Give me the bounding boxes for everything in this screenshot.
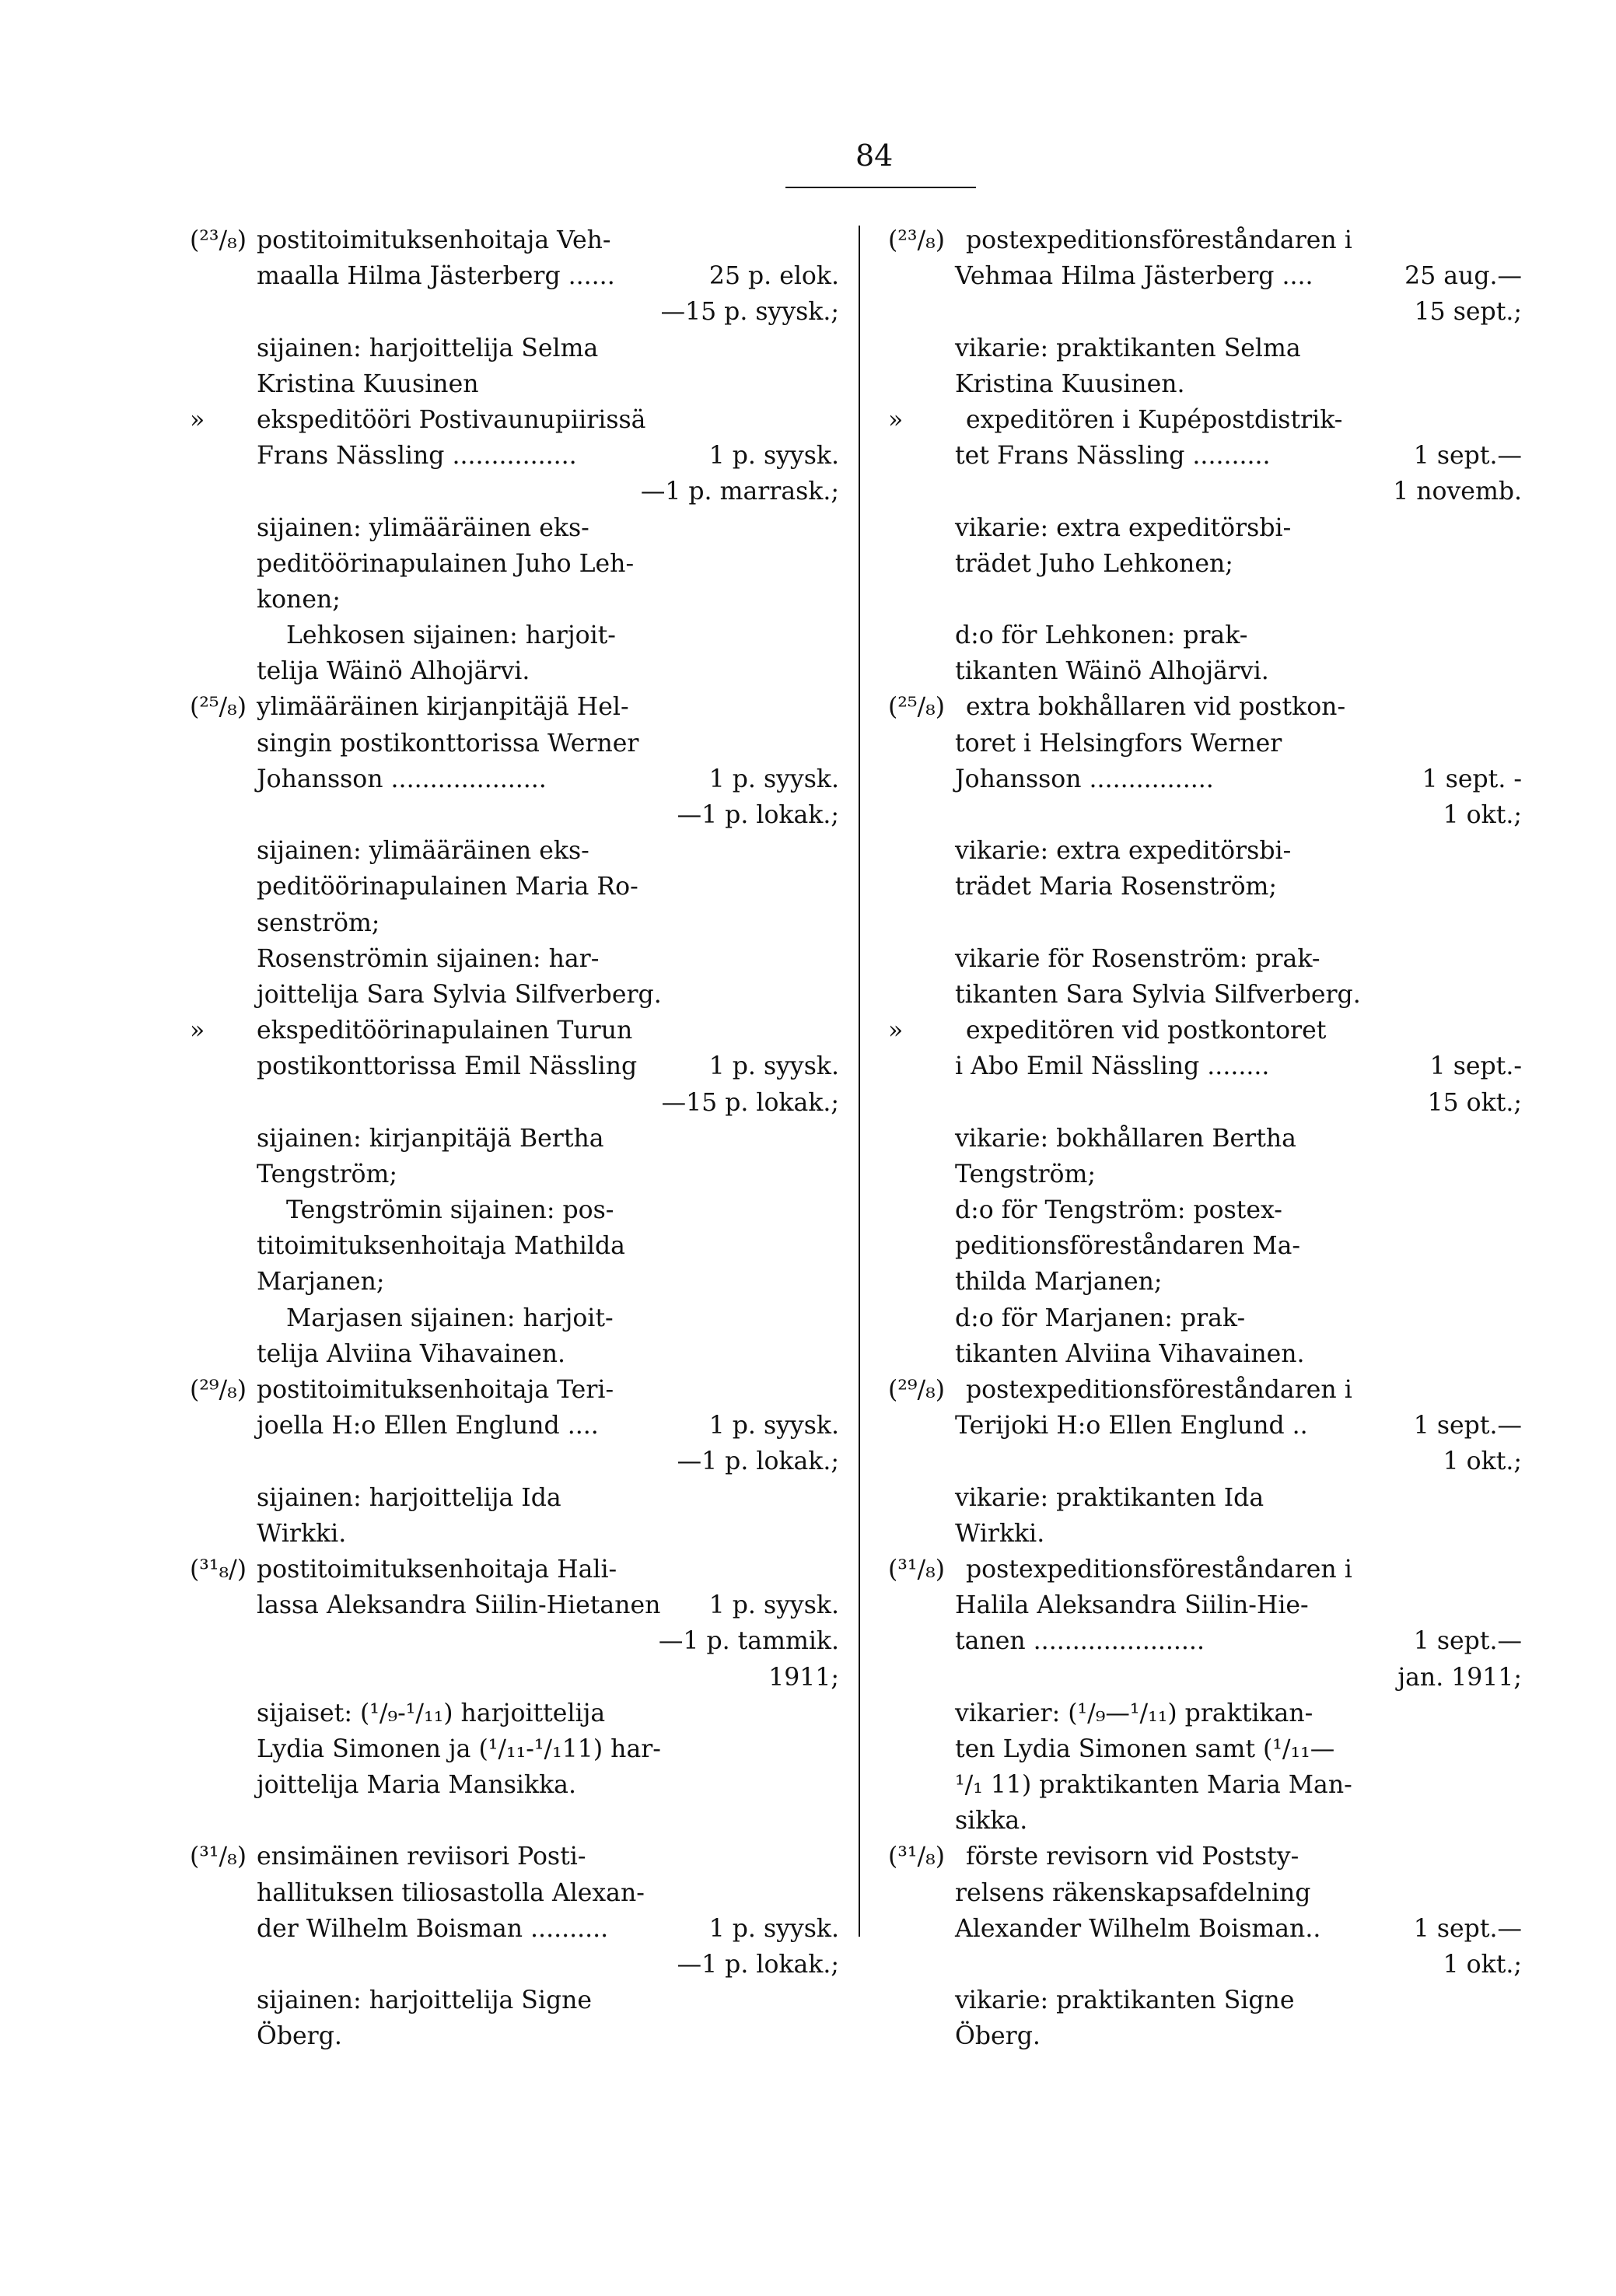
text-line	[888, 222, 1522, 258]
text-line	[888, 689, 1522, 725]
entry-period: —1 p. marrask.;	[640, 478, 839, 506]
text-line	[888, 1300, 1522, 1336]
text-line	[190, 1048, 839, 1084]
entry-period: 15 sept.;	[1414, 298, 1522, 327]
entry-text: vikarie: praktikanten Signe	[955, 1986, 1295, 2015]
text-line	[888, 905, 1522, 941]
entry-text: ekspeditöörinapulainen Turun	[257, 1017, 633, 1045]
text-line	[888, 1552, 1522, 1587]
text-line	[190, 1731, 839, 1767]
entry-text: Tengström;	[955, 1160, 1096, 1188]
entry-period: 1 novemb.	[1393, 478, 1522, 506]
entry-period: 1911;	[768, 1663, 839, 1692]
text-line	[888, 1839, 1522, 1874]
text-line	[190, 1300, 839, 1336]
text-line	[888, 833, 1522, 869]
text-line	[190, 546, 839, 582]
text-line	[190, 941, 839, 977]
text-line	[190, 1444, 839, 1479]
text-line	[888, 1911, 1522, 1947]
text-line	[888, 1013, 1522, 1048]
text-line	[888, 1336, 1522, 1372]
entry-period: jan. 1911;	[1397, 1663, 1522, 1692]
text-line	[888, 1623, 1522, 1659]
entry-date-marker: (²³/₈)	[888, 226, 946, 254]
entry-text: ensimäinen reviisori Posti-	[257, 1843, 586, 1871]
entry-text: tet Frans Nässling ..........	[955, 442, 1271, 471]
text-line	[190, 689, 839, 725]
text-line	[190, 258, 839, 294]
entry-text: extra bokhållaren vid postkon-	[966, 693, 1346, 722]
text-line	[190, 294, 839, 330]
entry-text: sijaiset: (¹/₉-¹/₁₁) harjoittelija	[257, 1699, 606, 1727]
entry-text: joittelija Maria Mansikka.	[257, 1771, 576, 1800]
page-number: 84	[855, 138, 894, 173]
text-line	[190, 1696, 839, 1731]
entry-date-marker: (³¹/₈)	[190, 1843, 247, 1871]
entry-date-marker: (³¹/₈)	[888, 1843, 946, 1871]
entry-text: Alexander Wilhelm Boisman..	[955, 1914, 1321, 1943]
text-line	[888, 1264, 1522, 1300]
text-line	[888, 761, 1522, 797]
entry-period: 1 sept.-	[1429, 1052, 1522, 1081]
entry-text: sijainen: ylimääräinen eks-	[257, 513, 589, 542]
text-line	[888, 546, 1522, 582]
entry-text: expeditören vid postkontoret	[966, 1017, 1327, 1045]
text-line	[888, 726, 1522, 761]
text-line	[888, 1085, 1522, 1121]
text-line	[888, 1372, 1522, 1408]
entry-text: tikanten Wäinö Alhojärvi.	[955, 657, 1269, 686]
entry-text: Frans Nässling ................	[257, 442, 577, 471]
entry-date-marker: »	[888, 1017, 904, 1045]
text-line	[190, 1839, 839, 1874]
text-line	[190, 905, 839, 941]
entry-text: Tengström;	[257, 1160, 397, 1188]
entry-date-marker: »	[888, 405, 904, 434]
entry-text: i Abo Emil Nässling ........	[955, 1052, 1270, 1081]
entry-text: lassa Aleksandra Siilin-Hietanen	[257, 1591, 661, 1620]
entry-text: Marjasen sijainen: harjoit-	[286, 1304, 614, 1332]
entry-text: senström;	[257, 908, 380, 937]
text-line	[190, 1875, 839, 1911]
entry-text: konen;	[257, 585, 341, 614]
text-line	[888, 1408, 1522, 1444]
text-line	[190, 1228, 839, 1264]
entry-text: förste revisorn vid Poststy-	[966, 1843, 1299, 1871]
text-line	[190, 1911, 839, 1947]
entry-text: Öberg.	[257, 2022, 342, 2051]
text-line	[888, 1228, 1522, 1264]
entry-text: hallituksen tiliosastolla Alexan-	[257, 1878, 645, 1907]
entry-text: peditionsföreståndaren Ma-	[955, 1232, 1301, 1261]
text-line	[190, 366, 839, 402]
entry-period: 1 p. syysk.	[708, 765, 839, 793]
text-line	[190, 833, 839, 869]
entry-text: vikarier: (¹/₉—¹/₁₁) praktikan-	[955, 1699, 1313, 1727]
entry-text: telija Alviina Vihavainen.	[257, 1339, 566, 1368]
entry-period: —1 p. tammik.	[658, 1627, 839, 1656]
text-line	[190, 1408, 839, 1444]
text-line	[190, 797, 839, 833]
text-line	[190, 653, 839, 689]
entry-text: d:o för Lehkonen: prak-	[955, 621, 1248, 650]
text-line	[888, 977, 1522, 1013]
entry-text: Terijoki H:o Ellen Englund ..	[955, 1412, 1308, 1440]
text-line	[888, 331, 1522, 366]
entry-text: postexpeditionsföreståndaren i	[966, 1555, 1352, 1584]
text-line	[888, 1157, 1522, 1192]
entry-text: Öberg.	[955, 2022, 1041, 2051]
entry-text: joella H:o Ellen Englund ....	[257, 1412, 599, 1440]
entry-text: postitoimituksenhoitaja Hali-	[257, 1555, 617, 1584]
entry-text: vikarie: bokhållaren Bertha	[955, 1124, 1296, 1153]
header-rule	[785, 187, 976, 188]
text-line	[888, 618, 1522, 653]
text-line	[888, 438, 1522, 474]
text-line	[190, 1587, 839, 1623]
text-line	[190, 510, 839, 546]
entry-period: 25 p. elok.	[708, 262, 839, 291]
text-line	[190, 761, 839, 797]
text-line	[190, 1121, 839, 1157]
column-divider	[859, 226, 860, 1937]
entry-text: postitoimituksenhoitaja Veh-	[257, 226, 611, 254]
entry-text: Johansson ....................	[257, 765, 547, 793]
text-line	[888, 474, 1522, 509]
entry-text: vikarie: extra expeditörsbi-	[955, 837, 1292, 866]
text-line	[190, 1803, 839, 1839]
entry-text: d:o för Marjanen: prak-	[955, 1304, 1246, 1332]
text-line	[190, 1013, 839, 1048]
text-line	[190, 618, 839, 653]
entry-text: sijainen: ylimääräinen eks-	[257, 837, 589, 866]
entry-text: joittelija Sara Sylvia Silfverberg.	[257, 980, 662, 1009]
text-line	[888, 1947, 1522, 1983]
entry-period: —1 p. lokak.;	[677, 801, 839, 829]
text-line	[888, 258, 1522, 294]
entry-text: expeditören i Kupépostdistrik-	[966, 405, 1343, 434]
entry-text: ekspeditööri Postivaunupiirissä	[257, 405, 646, 434]
entry-text: sikka.	[955, 1807, 1028, 1836]
entry-period: 1 sept. -	[1422, 765, 1522, 793]
entry-period: 1 p. syysk.	[708, 1591, 839, 1620]
entry-text: peditöörinapulainen Juho Leh-	[257, 549, 635, 578]
text-line	[888, 1516, 1522, 1552]
text-line	[190, 1157, 839, 1192]
entry-text: singin postikonttorissa Werner	[257, 729, 639, 758]
entry-text: Wirkki.	[955, 1519, 1045, 1548]
entry-text: trädet Maria Rosenström;	[955, 873, 1278, 901]
entry-date-marker: (²⁹/₈)	[888, 1376, 946, 1404]
text-line	[190, 869, 839, 905]
entry-text: Kristina Kuusinen.	[955, 369, 1185, 398]
entry-text: vikarie för Rosenström: prak-	[955, 944, 1320, 973]
entry-text: d:o för Tengström: postex-	[955, 1196, 1282, 1225]
entry-text: Halila Aleksandra Siilin-Hie-	[955, 1591, 1309, 1620]
text-line	[190, 2018, 839, 2054]
entry-date-marker: (²⁹/₈)	[190, 1376, 247, 1404]
entry-text: sijainen: harjoittelija Selma	[257, 334, 599, 362]
entry-text: Tengströmin sijainen: pos-	[286, 1196, 614, 1225]
entry-text: postitoimituksenhoitaja Teri-	[257, 1376, 614, 1404]
entry-text: der Wilhelm Boisman ..........	[257, 1914, 609, 1943]
text-line	[888, 294, 1522, 330]
text-line	[888, 797, 1522, 833]
entry-period: 1 sept.—	[1413, 1627, 1522, 1656]
entry-period: 1 okt.;	[1443, 1951, 1522, 1979]
text-line	[190, 977, 839, 1013]
entry-period: —1 p. lokak.;	[677, 1951, 839, 1979]
text-line	[888, 1767, 1522, 1803]
entry-text: Vehmaa Hilma Jästerberg ....	[955, 262, 1313, 291]
text-line	[888, 1983, 1522, 2018]
entry-period: 1 p. syysk.	[708, 1052, 839, 1081]
entry-text: Lydia Simonen ja (¹/₁₁-¹/₁11) har-	[257, 1734, 661, 1763]
text-line	[888, 1731, 1522, 1767]
entry-date-marker: (³¹/₈)	[888, 1555, 946, 1584]
entry-text: tikanten Sara Sylvia Silfverberg.	[955, 980, 1361, 1009]
text-line	[888, 869, 1522, 905]
text-line	[190, 1480, 839, 1516]
entry-text: Johansson ................	[955, 765, 1214, 793]
text-line	[888, 1192, 1522, 1228]
entry-period: 1 sept.—	[1413, 442, 1522, 471]
entry-date-marker: »	[190, 405, 205, 434]
entry-period: 1 okt.;	[1443, 1447, 1522, 1476]
text-line	[888, 366, 1522, 402]
entry-text: vikarie: extra expeditörsbi-	[955, 513, 1292, 542]
text-line	[888, 941, 1522, 977]
entry-text: thilda Marjanen;	[955, 1268, 1163, 1297]
entry-text: toret i Helsingfors Werner	[955, 729, 1282, 758]
text-line	[888, 1660, 1522, 1696]
entry-text: ten Lydia Simonen samt (¹/₁₁—	[955, 1734, 1335, 1763]
text-line	[190, 1660, 839, 1696]
entry-text: trädet Juho Lehkonen;	[955, 549, 1233, 578]
entry-text: ¹/₁ 11) praktikanten Maria Man-	[955, 1771, 1352, 1800]
entry-period: 1 okt.;	[1443, 801, 1522, 829]
text-line	[190, 1552, 839, 1587]
entry-text: sijainen: harjoittelija Signe	[257, 1986, 593, 2015]
entry-period: 1 sept.—	[1413, 1412, 1522, 1440]
entry-text: maalla Hilma Jästerberg ......	[257, 262, 615, 291]
entry-period: —15 p. lokak.;	[661, 1088, 839, 1117]
entry-period: 1 sept.—	[1413, 1914, 1522, 1943]
text-line	[888, 402, 1522, 438]
text-line	[190, 1516, 839, 1552]
text-line	[190, 331, 839, 366]
entry-text: ylimääräinen kirjanpitäjä Hel-	[257, 693, 629, 722]
entry-text: telija Wäinö Alhojärvi.	[257, 657, 530, 686]
text-line	[190, 1085, 839, 1121]
entry-text: postexpeditionsföreståndaren i	[966, 1376, 1352, 1404]
swedish-column	[888, 222, 1522, 2055]
text-line	[888, 1803, 1522, 1839]
text-line	[190, 222, 839, 258]
text-line	[190, 1264, 839, 1300]
entry-date-marker: (²⁵/₈)	[190, 693, 247, 722]
text-line	[888, 510, 1522, 546]
entry-date-marker: (²⁵/₈)	[888, 693, 946, 722]
text-line	[190, 726, 839, 761]
text-line	[190, 1983, 839, 2018]
text-line	[190, 1767, 839, 1803]
text-line	[888, 1587, 1522, 1623]
entry-text: Marjanen;	[257, 1268, 385, 1297]
entry-text: tanen ......................	[955, 1627, 1205, 1656]
entry-text: sijainen: kirjanpitäjä Bertha	[257, 1124, 604, 1153]
entry-period: 1 p. syysk.	[708, 1412, 839, 1440]
entry-period: 1 p. syysk.	[708, 442, 839, 471]
text-line	[888, 582, 1522, 618]
finnish-column	[190, 222, 839, 2055]
text-line	[190, 1372, 839, 1408]
entry-text: tikanten Alviina Vihavainen.	[955, 1339, 1305, 1368]
text-line	[190, 1947, 839, 1983]
entry-date-marker: (³¹₈/)	[190, 1555, 247, 1584]
entry-text: postikonttorissa Emil Nässling	[257, 1052, 638, 1081]
text-line	[888, 1121, 1522, 1157]
entry-period: 1 p. syysk.	[708, 1914, 839, 1943]
entry-text: titoimituksenhoitaja Mathilda	[257, 1232, 625, 1261]
text-line	[190, 402, 839, 438]
entry-date-marker: (²³/₈)	[190, 226, 247, 254]
entry-period: 25 aug.—	[1404, 262, 1522, 291]
entry-text: sijainen: harjoittelija Ida	[257, 1483, 561, 1512]
entry-period: —15 p. syysk.;	[660, 298, 839, 327]
text-line	[888, 1048, 1522, 1084]
entry-text: Kristina Kuusinen	[257, 369, 479, 398]
text-line	[888, 1480, 1522, 1516]
text-line	[190, 1336, 839, 1372]
text-line	[888, 2018, 1522, 2054]
text-line	[190, 582, 839, 618]
entry-text: peditöörinapulainen Maria Ro-	[257, 873, 638, 901]
entry-text: Wirkki.	[257, 1519, 347, 1548]
entry-text: relsens räkenskapsafdelning	[955, 1878, 1311, 1907]
entry-period: —1 p. lokak.;	[677, 1447, 839, 1476]
entry-period: 15 okt.;	[1427, 1088, 1522, 1117]
text-line	[888, 653, 1522, 689]
entry-text: Rosenströmin sijainen: har-	[257, 944, 600, 973]
entry-date-marker: »	[190, 1017, 205, 1045]
entry-text: vikarie: praktikanten Selma	[955, 334, 1301, 362]
entry-text: Lehkosen sijainen: harjoit-	[286, 621, 616, 650]
entry-text: postexpeditionsföreståndaren i	[966, 226, 1352, 254]
text-line	[190, 438, 839, 474]
text-line	[190, 1192, 839, 1228]
entry-text: vikarie: praktikanten Ida	[955, 1483, 1264, 1512]
text-line	[888, 1444, 1522, 1479]
text-line	[888, 1875, 1522, 1911]
text-line	[888, 1696, 1522, 1731]
text-line	[190, 474, 839, 509]
text-line	[190, 1623, 839, 1659]
